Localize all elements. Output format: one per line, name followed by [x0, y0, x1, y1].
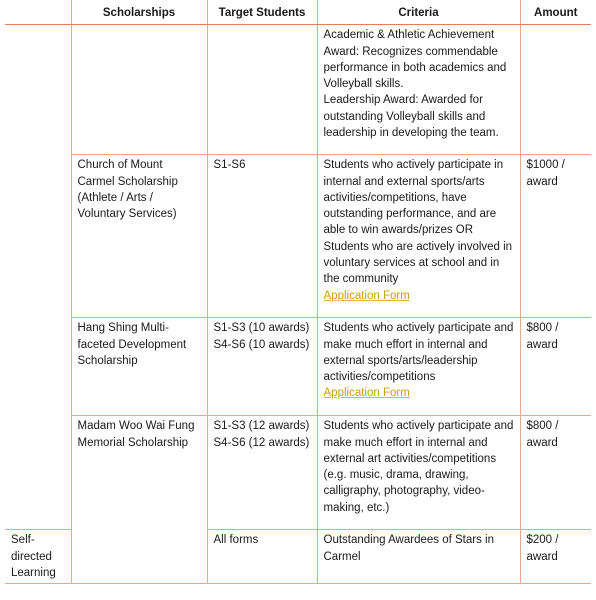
target-text: S1-S3 (10 awards) [213, 322, 310, 335]
criteria-cell [317, 25, 520, 155]
header-row [5, 0, 591, 25]
target-cell [207, 318, 317, 416]
table-row [5, 155, 591, 318]
category-cell [5, 25, 71, 530]
application-form-link[interactable]: Application Form [323, 387, 410, 400]
criteria-cell [317, 318, 520, 416]
table-row [5, 25, 591, 155]
criteria-cell: Outstanding Awardees of Stars in Carmel [317, 530, 520, 584]
criteria-text: Students who actively participate in internal and external sports/arts activities/competitions, have outstanding performance, and are able to win awards/prizes OR [323, 159, 504, 237]
target-cell [207, 416, 317, 530]
amount-cell: $1000 / award [520, 155, 591, 318]
header-amount: Amount [520, 0, 591, 25]
criteria-cell [317, 155, 520, 318]
amount-cell [520, 25, 591, 155]
header-category [5, 0, 71, 25]
target-cell [207, 530, 317, 584]
category-cell: Self-directed Learning [5, 530, 71, 584]
scholarship-table [5, 0, 591, 584]
header-criteria: Criteria [317, 0, 520, 25]
amount-cell: $800 / award [520, 416, 591, 530]
scholarship-name-cell: Church of Mount Carmel Scholarship (Athlete / Arts / Voluntary Services) [71, 155, 207, 318]
header-scholarships: Scholarships [71, 0, 207, 25]
criteria-text: Leadership Award: Awarded for outstanding Volleyball skills and leadership in developing the team. [323, 94, 499, 140]
criteria-cell: Students who actively participate and make much effort in internal and external art activities/competitions (e.g. music, drama, drawing, calligraphy, photography, video-making, etc.) [317, 416, 520, 530]
scholarship-name-cell: Hang Shing Multi-faceted Development Scholarship [71, 318, 207, 416]
target-text: S1-S6 [213, 159, 246, 172]
scholarship-name-cell: Madam Woo Wai Fung Memorial Scholarship [71, 416, 207, 584]
target-cell [207, 155, 317, 318]
header-target-students: Target Students [207, 0, 317, 25]
table-row [5, 318, 591, 416]
target-text: S4-S6 (12 awards) [213, 436, 310, 449]
criteria-text: Academic & Athletic Achievement Award: Recognizes commendable performance in both academics and Volleyball skills. [323, 29, 507, 91]
scholarship-name-cell [71, 25, 207, 155]
table-row [5, 416, 591, 530]
target-text: S1-S3 (12 awards) [213, 420, 310, 433]
amount-cell: $800 / award [520, 318, 591, 416]
target-text: All forms [213, 534, 259, 547]
target-cell [207, 25, 317, 155]
amount-cell: $200 / award [520, 530, 591, 584]
application-form-link[interactable]: Application Form [323, 289, 410, 302]
criteria-text: Students who actively participate and make much effort in internal and external sports/arts/leadership activities/competitions [323, 322, 514, 384]
criteria-text: Students who are actively involved in voluntary services at school and in the community [323, 240, 513, 286]
target-text: S4-S6 (10 awards) [213, 338, 310, 351]
